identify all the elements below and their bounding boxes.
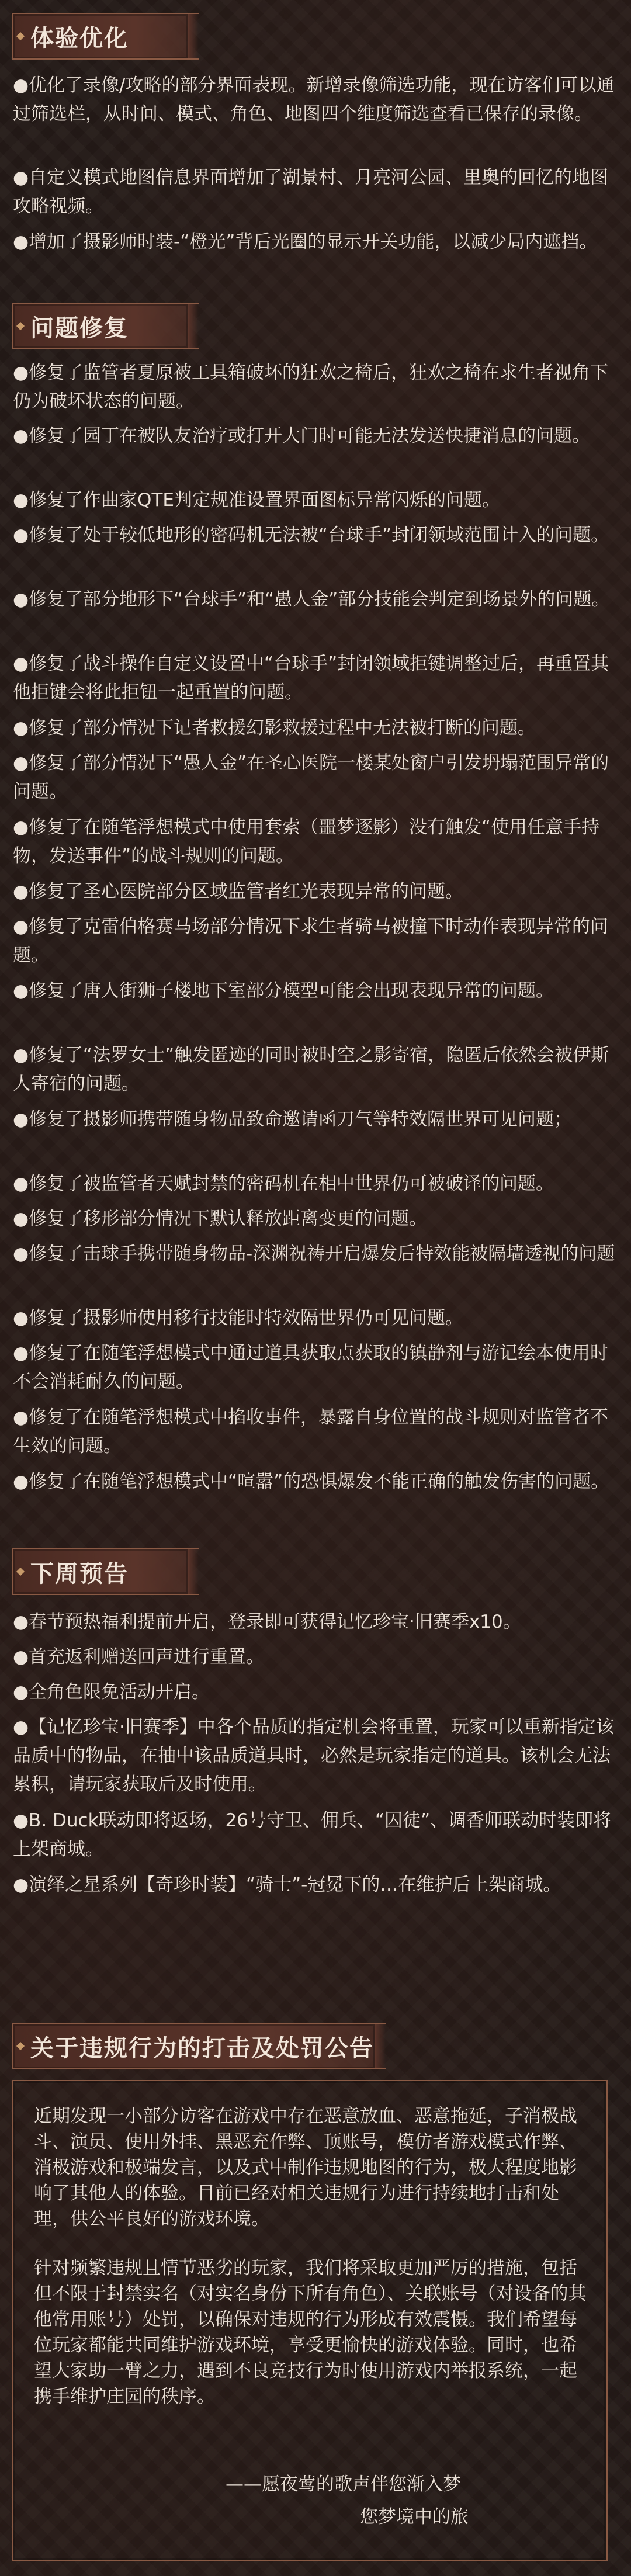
list-item: ●全角色限免活动开启。 xyxy=(13,1681,210,1703)
list-item: ●修复了部分情况下记者救援幻影救援过程中无法被打断的问题。 xyxy=(13,717,536,739)
list-item: ●修复了作曲家QTE判定规准设置界面图标异常闪烁的问题。 xyxy=(13,490,500,511)
list-item: ●增加了摄影师时装-“橙光”背后光圈的显示开关功能，以减少局内遮挡。 xyxy=(13,231,598,252)
section-title: 关于违规行为的打击及处罚公告 xyxy=(30,2034,374,2062)
list-item: ●【记忆珍宝·旧赛季】中各个品质的指定机会将重置，玩家可以重新指定该品质中的物品，在抽中该品质道具时，必然是玩家指定的道具。该机会无法累积，请玩家获取后及时使用。 xyxy=(13,1717,614,1795)
list-item: ●春节预热福利提前开启，登录即可获得记忆珍宝·旧赛季x10。 xyxy=(13,1611,521,1632)
section-header-preview xyxy=(12,1548,189,1595)
list-item: ●修复了部分情况下“愚人金”在圣心医院一楼某处窗户引发坍塌范围异常的问题。 xyxy=(13,753,609,802)
list-item: ●B. Duck联动即将返场，26号守卫、佣兵、“囚徒”、调香师联动时装即将上架商城。 xyxy=(13,1810,612,1860)
section-title: 下周预告 xyxy=(30,1560,129,1587)
signature-line: 您梦境中的旅 xyxy=(360,2506,469,2528)
list-item: ●修复了圣心医院部分区域监管者红光表现异常的问题。 xyxy=(13,881,464,902)
list-item: ●修复了园丁在被队友治疗或打开大门时可能无法发送快捷消息的问题。 xyxy=(13,425,591,446)
list-item: ●修复了摄影师使用移行技能时特效隔世界仍可见问题。 xyxy=(13,1308,464,1329)
list-item: ●修复了监管者夏原被工具箱破坏的狂欢之椅后，狂欢之椅在求生者视角下仍为破坏状态的问题。 xyxy=(13,362,609,412)
violation-paragraph: 针对频繁违规且情节恶劣的玩家，我们将采取更加严厉的措施，包括但不限于封禁实名（对实名身份下所有角色）、关联账号（对设备的其他常用账号）处罚，以确保对违规的行为形成有效震慑。我们希望每位玩家都能共同维护游戏环境，享受更愉快的游戏体验。同时，也希望大家助一臂之力，遇到不良竞技行为时使用游戏内举报系统，一起携手维护庄园的秩序。 xyxy=(34,2258,587,2407)
list-item: ●优化了录像/攻略的部分界面表现。新增录像筛选功能，现在访客们可以通过筛选栏，从时间、模式、角色、地图四个维度筛选查看已保存的录像。 xyxy=(13,75,615,124)
list-item: ●修复了唐人街狮子楼地下室部分模型可能会出现表现异常的问题。 xyxy=(13,980,554,1001)
violation-paragraph: 近期发现一小部分访客在游戏中存在恶意放血、恶意拖延，子消极战斗、演员、使用外挂、黑恶充作弊、顶账号，模仿者游戏模式作弊、消极游戏和极端发言，以及式中制作违规地图的行为，极大程度地影响了其他人的体验。目前已经对相关违规行为进行持续地打击和处理，供公平良好的游戏环境。 xyxy=(34,2106,577,2230)
list-item: ●首充返利赠送回声进行重置。 xyxy=(13,1646,265,1667)
list-item: ●修复了在随笔浮想模式中“喧嚣”的恐惧爆发不能正确的触发伤害的问题。 xyxy=(13,1471,609,1492)
list-item: ●修复了克雷伯格赛马场部分情况下求生者骑马被撞下时动作表现异常的问题。 xyxy=(13,916,609,966)
list-item: ●修复了在随笔浮想模式中使用套索（噩梦逐影）没有触发“使用任意手持物，发送事件”的战斗规则的问题。 xyxy=(13,817,600,866)
list-item: ●自定义模式地图信息界面增加了湖景村、月亮河公园、里奥的回忆的地图攻略视频。 xyxy=(13,167,609,217)
list-item: ●修复了战斗操作自定义设置中“台球手”封闭领域拒键调整过后，再重置其他拒键会将此拒钮一起重置的问题。 xyxy=(13,653,609,703)
list-item: ●修复了被监管者天赋封禁的密码机在相中世界仍可被破译的问题。 xyxy=(13,1173,554,1194)
list-item: ●修复了击球手携带随身物品-深渊祝祷开启爆发后特效能被隔墙透视的问题 xyxy=(13,1243,615,1264)
list-item: ●修复了在随笔浮想模式中通过道具获取点获取的镇静剂与游记绘本使用时不会消耗耐久的问题。 xyxy=(13,1343,609,1392)
list-item: ●修复了部分地形下“台球手”和“愚人金”部分技能会判定到场景外的问题。 xyxy=(13,589,610,610)
section-header-bugfix xyxy=(12,303,189,349)
section-header-experience xyxy=(12,13,189,60)
list-item: ●演绎之星系列【奇珍时装】“骑士”-冠冕下的…在维护后上架商城。 xyxy=(13,1874,561,1895)
list-item: ●修复了“法罗女士”触发匿迹的同时被时空之影寄宿，隐匿后依然会被伊斯人寄宿的问题。 xyxy=(13,1045,609,1094)
section-header-violation xyxy=(12,2023,376,2069)
list-item: ●修复了在随笔浮想模式中掐收事件，暴露自身位置的战斗规则对监管者不生效的问题。 xyxy=(13,1407,609,1457)
section-title: 问题修复 xyxy=(30,314,129,342)
list-item: ●修复了移形部分情况下默认释放距离变更的问题。 xyxy=(13,1208,428,1229)
section-title: 体验优化 xyxy=(30,25,129,52)
signature-line: ——愿夜莺的歌声伴您渐入梦 xyxy=(226,2474,461,2495)
list-item: ●修复了处于较低地形的密码机无法被“台球手”封闭领域范围计入的问题。 xyxy=(13,525,609,546)
list-item: ●修复了摄影师携带随身物品致命邀请函刀气等特效隔世界可见问题； xyxy=(13,1109,573,1130)
